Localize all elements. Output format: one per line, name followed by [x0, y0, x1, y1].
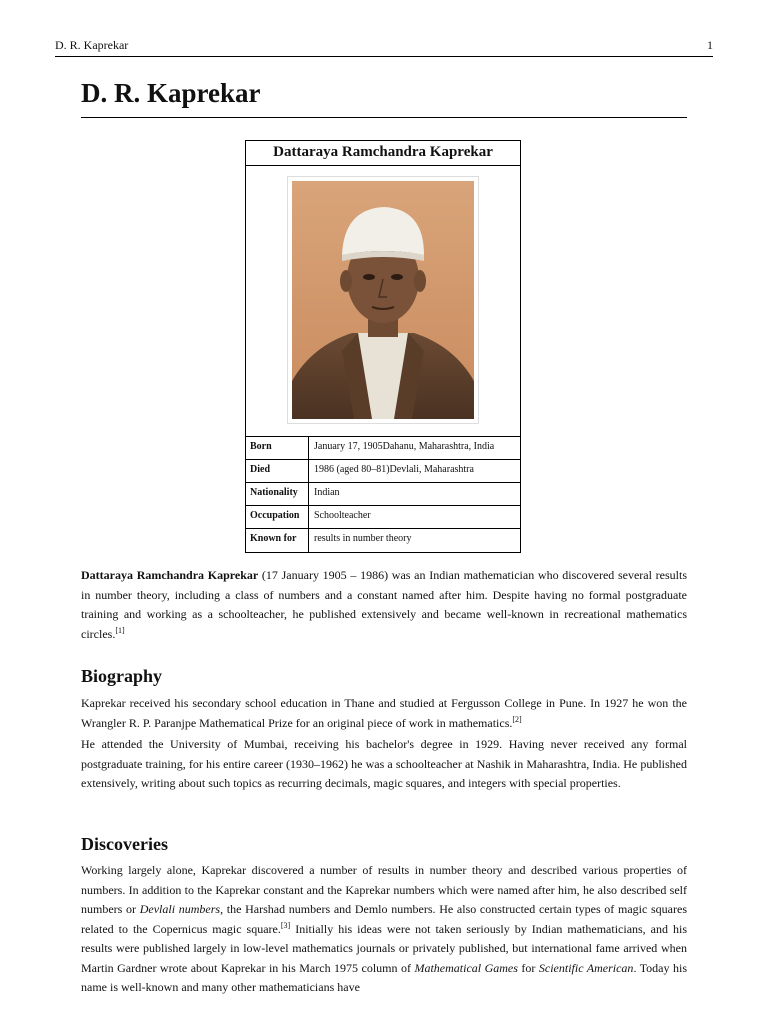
infobox-value: 1986 (aged 80–81)Devlali, Maharashtra	[314, 464, 474, 475]
portrait-cell	[246, 166, 520, 437]
discoveries-heading: Discoveries	[81, 834, 168, 854]
intro-text: (17 January 1905 – 1986) was an Indian mathematician who discovered several results in number theory, including a class of numbers and a constant named after him. Despite having no formal postgraduate training and working as a schoolteacher, he published extensively and became well-known in recreational mathematics circles.	[81, 568, 688, 641]
infobox-value: January 17, 1905Dahanu, Maharashtra, India	[314, 441, 495, 452]
running-header	[55, 38, 713, 57]
infobox-row-occupation	[246, 506, 520, 529]
discoveries-text: Working largely alone, Kaprekar discovered a number of results in number theory and described various properties of numbers. In addition to the Kaprekar constant and the Kaprekar numbers which were named after him, he also described self numbers or	[81, 863, 687, 916]
biography-paragraph-1	[81, 694, 687, 733]
infobox-row-born	[246, 437, 520, 460]
discoveries-paragraph	[81, 861, 687, 998]
infobox-value: Schoolteacher	[314, 510, 371, 521]
infobox-row-died	[246, 460, 520, 483]
reference-link[interactable]: [1]	[115, 625, 125, 635]
infobox-value: results in number theory	[314, 533, 412, 544]
intro-bold-name: Dattaraya Ramchandra Kaprekar	[81, 568, 259, 582]
infobox-key: Occupation	[246, 506, 309, 528]
biography-text-1: Kaprekar received his secondary school education in Thane and studied at Fergusson College in Pune. In 1927 he won the Wrangler R. P. Paranjpe Mathematical Prize for an original piece of work in mathematics.	[81, 696, 687, 730]
infobox-title: Dattaraya Ramchandra Kaprekar	[246, 141, 520, 166]
devlali-numbers-term: Devlali numbers	[139, 902, 221, 916]
infobox	[245, 140, 521, 553]
infobox-row-known-for	[246, 529, 520, 552]
running-title: D. R. Kaprekar	[55, 38, 129, 52]
intro-paragraph	[81, 566, 687, 644]
infobox-key: Born	[246, 437, 309, 459]
biography-heading: Biography	[81, 666, 163, 686]
infobox-rows	[246, 437, 520, 552]
discoveries-text: for	[517, 960, 539, 975]
infobox-row-nationality	[246, 483, 520, 506]
reference-link[interactable]: [3]	[280, 920, 291, 930]
portrait-photo	[292, 181, 474, 419]
portrait-frame	[287, 176, 479, 424]
page-title: D. R. Kaprekar	[81, 78, 687, 118]
discoveries-text: , the Harshad numbers and Demlo numbers. He also constructed certain types of magic squares related to the Copernicus magic square.	[81, 902, 688, 936]
discoveries-text: Initially his ideas were not taken seriously by Indian mathematicians, and his results were published largely in low-level mathematics journals or privately published, but international fame arrived when Martin Gardner wrote about Kaprekar in his March 1975 column of	[81, 921, 687, 975]
infobox-key: Known for	[246, 529, 309, 552]
infobox-key: Died	[246, 460, 309, 482]
mathematical-games-title: Mathematical Games	[414, 960, 518, 975]
infobox-value: Indian	[314, 487, 340, 498]
infobox-key: Nationality	[246, 483, 309, 505]
biography-paragraph-2: He attended the University of Mumbai, receiving his bachelor's degree in 1929. Having never received any formal postgraduate training, for his entire career (1930–1962) he was a schoolteacher at Nashik in Maharashtra, India. He published extensively, writing about such topics as recurring decimals, magic squares, and integers with special properties.	[81, 737, 687, 790]
scientific-american-title: Scientific American	[538, 960, 634, 975]
discoveries-text: . Today his name is well-known and many other mathematicians have	[81, 960, 687, 994]
reference-link[interactable]: [2]	[512, 714, 522, 724]
page-number: 1	[707, 38, 713, 52]
